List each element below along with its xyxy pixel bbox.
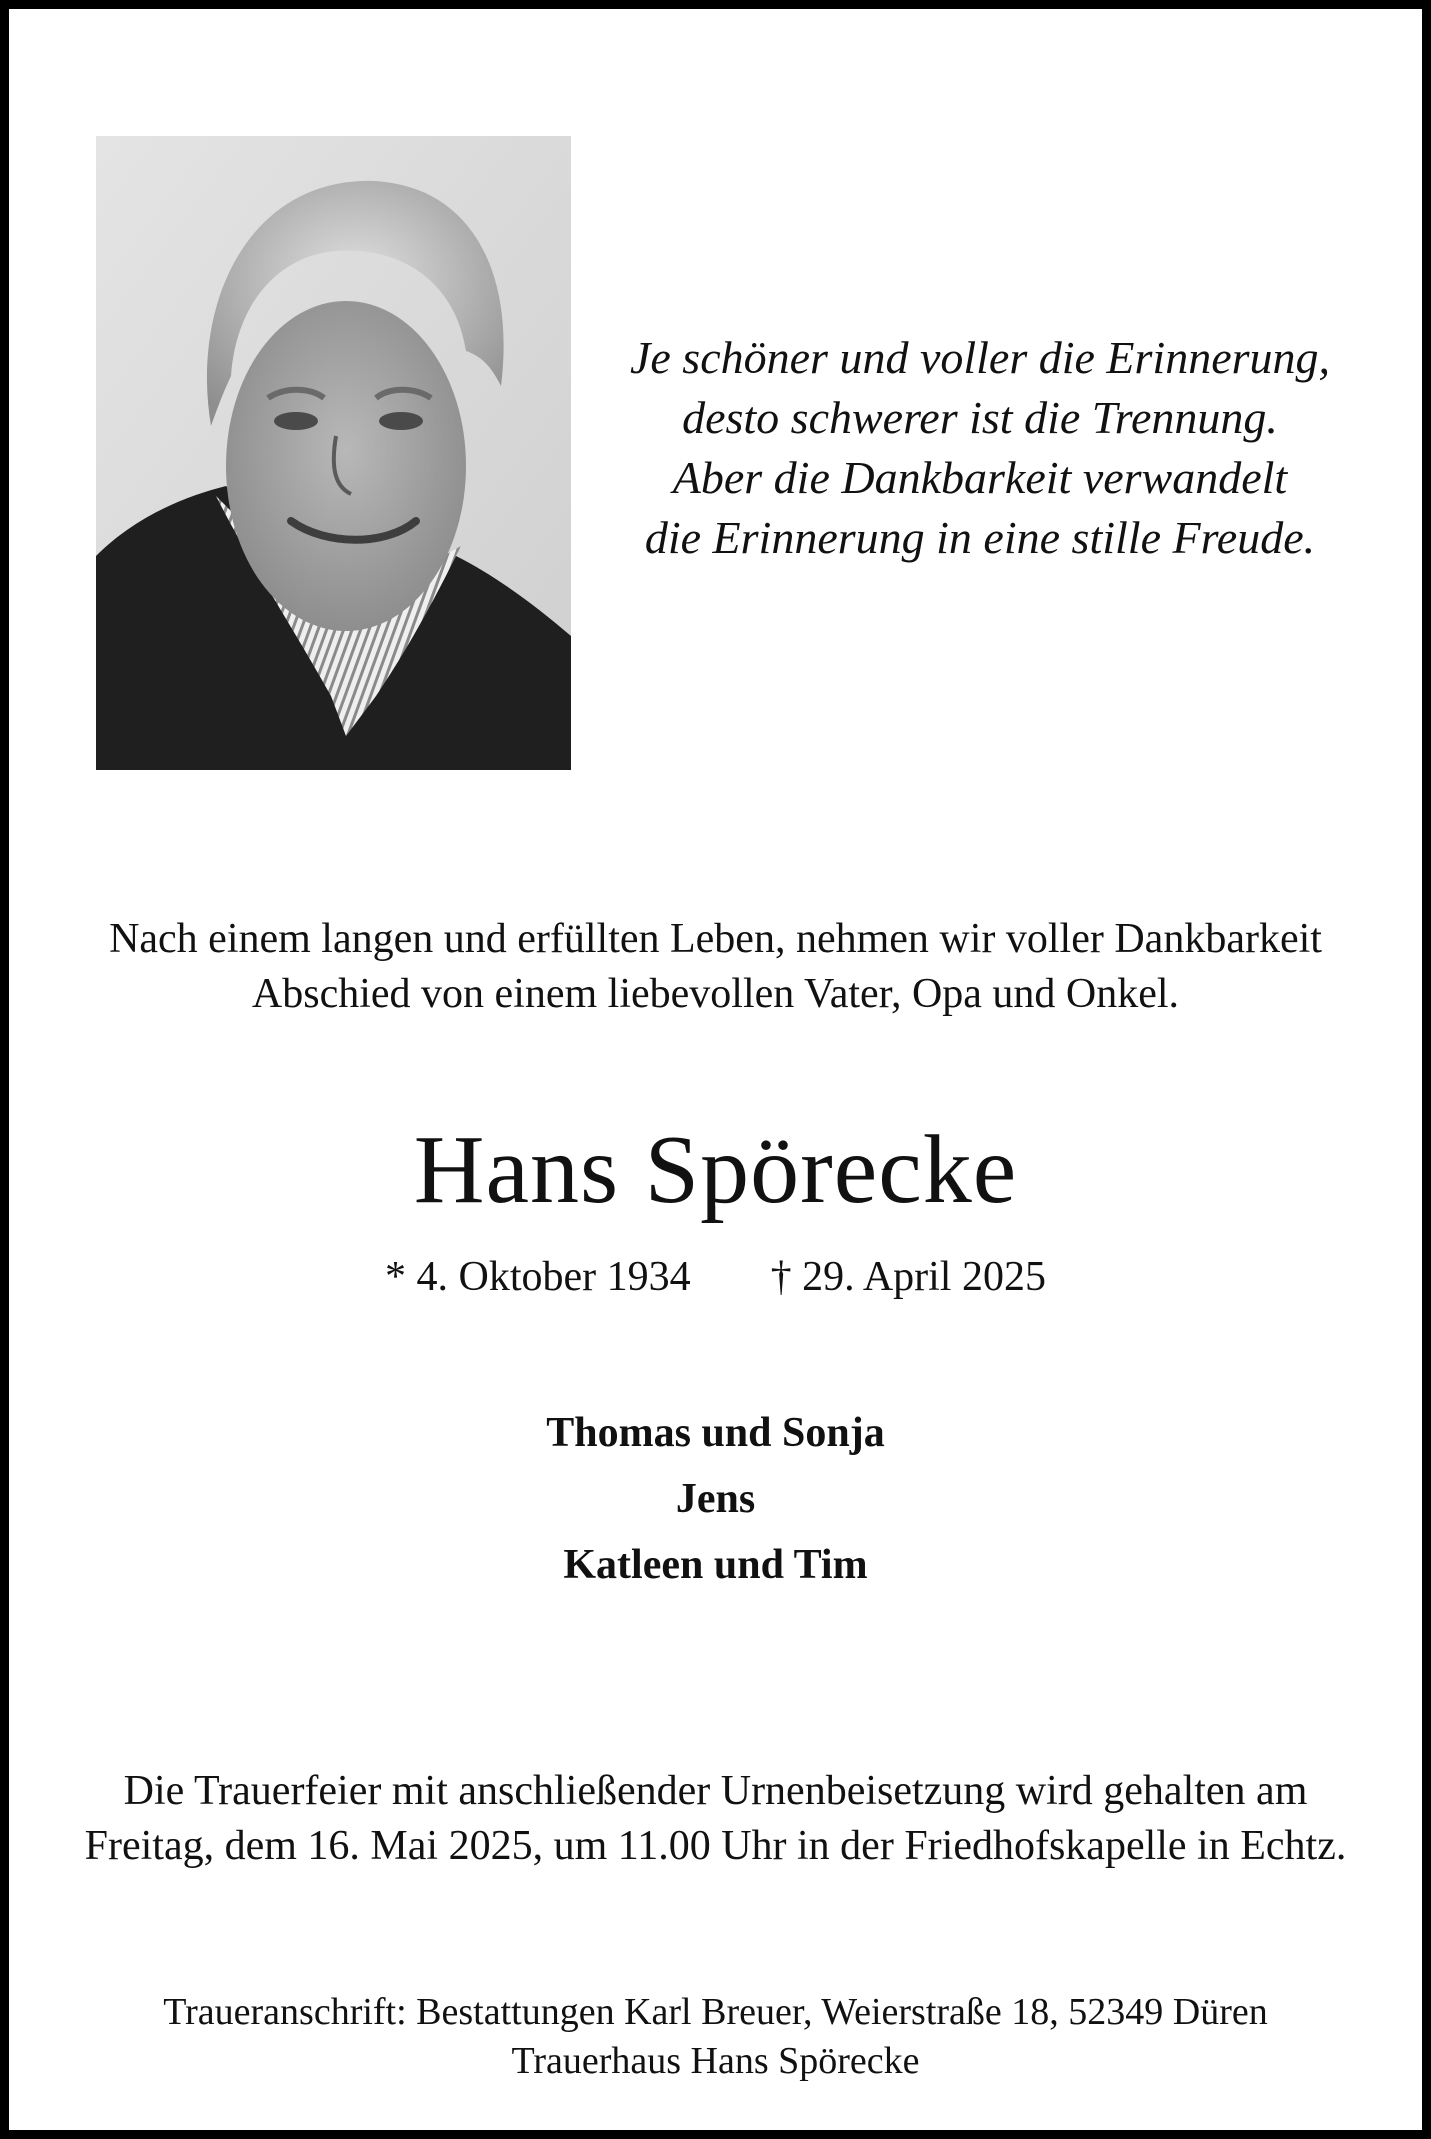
portrait-photo bbox=[96, 136, 571, 770]
intro-line: Abschied von einem liebevollen Vater, Opa und Onkel. bbox=[251, 971, 1180, 1017]
deceased-name: Hans Spörecke bbox=[413, 1116, 1018, 1224]
family-member: Katleen und Tim bbox=[563, 1542, 868, 1588]
intro-text bbox=[20, 912, 1411, 1022]
birth-date: * 4. Oktober 1934 bbox=[385, 1254, 691, 1300]
family-member: Jens bbox=[675, 1476, 756, 1522]
portrait-image bbox=[96, 136, 571, 770]
ceremony-notice bbox=[20, 1764, 1411, 1874]
quote-line: die Erinnerung in eine stille Freude. bbox=[644, 512, 1316, 563]
ceremony-line: Die Trauerfeier mit anschließender Urnenbeisetzung wird gehalten am bbox=[123, 1768, 1308, 1814]
ceremony-line: Freitag, dem 16. Mai 2025, um 11.00 Uhr in der Friedhofskapelle in Echtz. bbox=[84, 1823, 1347, 1869]
intro-line: Nach einem langen und erfüllten Leben, nehmen wir voller Dankbarkeit bbox=[109, 916, 1322, 962]
address-line: Trauerhaus Hans Spörecke bbox=[511, 2040, 920, 2082]
address-line: Traueranschrift: Bestattungen Karl Breuer, Weierstraße 18, 52349 Düren bbox=[163, 1991, 1268, 2033]
quote-line: Je schöner und voller die Erinnerung, bbox=[629, 332, 1331, 383]
death-date: † 29. April 2025 bbox=[770, 1254, 1046, 1300]
memorial-quote bbox=[600, 328, 1360, 568]
family-list bbox=[0, 1400, 1431, 1598]
quote-line: Aber die Dankbarkeit verwandelt bbox=[672, 452, 1288, 503]
life-dates bbox=[0, 1250, 1431, 1304]
family-member: Thomas und Sonja bbox=[546, 1410, 885, 1456]
mourning-address bbox=[20, 1988, 1411, 2086]
quote-line: desto schwerer ist die Trennung. bbox=[682, 392, 1278, 443]
